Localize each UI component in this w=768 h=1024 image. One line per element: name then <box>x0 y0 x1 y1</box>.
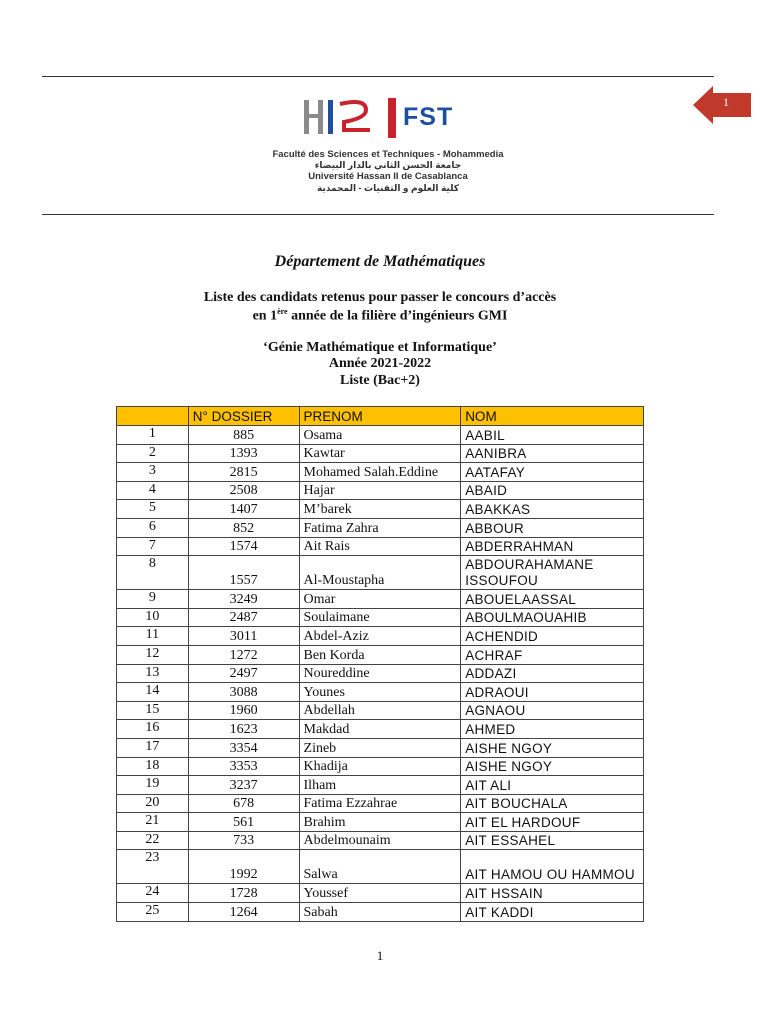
row-index: 15 <box>117 701 189 720</box>
table-row <box>117 481 644 500</box>
last-name: ACHRAF <box>461 645 644 664</box>
dossier-number: 678 <box>188 794 299 813</box>
dossier-number: 3353 <box>188 757 299 776</box>
header-nom: NOM <box>461 407 644 426</box>
last-name: ABBOUR <box>461 518 644 537</box>
last-name: AIT HAMOU OU HAMMOU <box>461 850 644 884</box>
first-name: Ilham <box>299 776 461 795</box>
table-row <box>117 813 644 832</box>
list-title-line1: Liste des candidats retenus pour passer le concours d’accès <box>203 290 557 305</box>
dossier-number: 3011 <box>188 627 299 646</box>
page-marker-arrow-icon[interactable] <box>693 86 751 124</box>
row-index: 2 <box>117 444 189 463</box>
first-name: Ait Rais <box>299 537 461 556</box>
dossier-number: 2815 <box>188 463 299 482</box>
row-index: 21 <box>117 813 189 832</box>
row-index: 12 <box>117 645 189 664</box>
dossier-number: 852 <box>188 518 299 537</box>
dossier-number: 1992 <box>188 850 299 884</box>
dossier-number: 1960 <box>188 701 299 720</box>
last-name: ABOUELAASSAL <box>461 590 644 609</box>
table-row <box>117 463 644 482</box>
last-name: AIT KADDI <box>461 903 644 922</box>
last-name: ABDERRAHMAN <box>461 537 644 556</box>
dossier-number: 2497 <box>188 664 299 683</box>
university-name-fr: Université Hassan II de Casablanca <box>308 171 468 182</box>
row-index: 13 <box>117 664 189 683</box>
row-index: 3 <box>117 463 189 482</box>
last-name: ADDAZI <box>461 664 644 683</box>
last-name: AGNAOU <box>461 701 644 720</box>
first-name: Fatima Zahra <box>299 518 461 537</box>
first-name: Abdel-Aziz <box>299 627 461 646</box>
table-row <box>117 720 644 739</box>
last-name: AIT ESSAHEL <box>461 831 644 850</box>
row-index: 5 <box>117 500 189 519</box>
row-index: 20 <box>117 794 189 813</box>
dossier-number: 3237 <box>188 776 299 795</box>
table-row <box>117 645 644 664</box>
first-name: Al-Moustapha <box>299 556 461 590</box>
last-name: ADRAOUI <box>461 683 644 702</box>
dossier-number: 1728 <box>188 884 299 903</box>
university-name-ar: جامعة الحسن الثاني بالدار البيضاء <box>314 160 462 170</box>
table-row <box>117 776 644 795</box>
candidates-table <box>116 406 644 922</box>
last-name: AANIBRA <box>461 444 644 463</box>
line2-pre: en 1 <box>252 308 278 324</box>
header-bottom-rule <box>42 214 714 215</box>
table-header-row <box>117 407 644 426</box>
first-name: Zineb <box>299 738 461 757</box>
first-name: Kawtar <box>299 444 461 463</box>
line2-post: année de la filière d’ingénieurs GMI <box>287 308 508 324</box>
last-name: AIT ALI <box>461 776 644 795</box>
dossier-number: 1574 <box>188 537 299 556</box>
row-index: 25 <box>117 903 189 922</box>
row-index: 23 <box>117 850 189 884</box>
program-name: ‘Génie Mathématique et Informatique’ <box>263 340 497 355</box>
last-name: ABOULMAOUAHIB <box>461 608 644 627</box>
first-name: Salwa <box>299 850 461 884</box>
first-name: Mohamed Salah.Eddine <box>299 463 461 482</box>
header-prenom: PRENOM <box>299 407 461 426</box>
first-name: Abdellah <box>299 701 461 720</box>
table-row <box>117 590 644 609</box>
table-row <box>117 664 644 683</box>
faculty-name-fr: Faculté des Sciences et Techniques - Mohammedia <box>272 149 504 160</box>
first-name: Omar <box>299 590 461 609</box>
table-row <box>117 556 644 590</box>
brand-abbrev: FST <box>403 103 454 131</box>
last-name: AHMED <box>461 720 644 739</box>
table-row <box>117 627 644 646</box>
dossier-number: 3249 <box>188 590 299 609</box>
dossier-number: 2487 <box>188 608 299 627</box>
row-index: 18 <box>117 757 189 776</box>
table-row <box>117 794 644 813</box>
table-row <box>117 608 644 627</box>
top-rule <box>42 76 714 77</box>
first-name: M’barek <box>299 500 461 519</box>
dossier-number: 1272 <box>188 645 299 664</box>
dossier-number: 1623 <box>188 720 299 739</box>
department-title: Département de Mathématiques <box>274 253 486 270</box>
last-name: ABDOURAHAMANE ISSOUFOU <box>461 556 644 590</box>
last-name: AATAFAY <box>461 463 644 482</box>
table-row <box>117 444 644 463</box>
last-name: ACHENDID <box>461 627 644 646</box>
row-index: 19 <box>117 776 189 795</box>
first-name: Fatima Ezzahrae <box>299 794 461 813</box>
dossier-number: 3354 <box>188 738 299 757</box>
first-name: Osama <box>299 426 461 445</box>
row-index: 17 <box>117 738 189 757</box>
table-row <box>117 701 644 720</box>
page-number: 1 <box>376 948 384 963</box>
row-index: 9 <box>117 590 189 609</box>
table-row <box>117 850 644 884</box>
dossier-number: 885 <box>188 426 299 445</box>
dossier-number: 733 <box>188 831 299 850</box>
dossier-number: 1557 <box>188 556 299 590</box>
page-marker-number: 1 <box>723 95 729 109</box>
table-row <box>117 683 644 702</box>
last-name: AIT HSSAIN <box>461 884 644 903</box>
last-name: AISHE NGOY <box>461 757 644 776</box>
row-index: 16 <box>117 720 189 739</box>
table-row <box>117 738 644 757</box>
last-name: ABAKKAS <box>461 500 644 519</box>
first-name: Soulaimane <box>299 608 461 627</box>
last-name: AISHE NGOY <box>461 738 644 757</box>
academic-year: Année 2021-2022 <box>328 356 432 371</box>
first-name: Brahim <box>299 813 461 832</box>
table-row <box>117 884 644 903</box>
first-name: Younes <box>299 683 461 702</box>
last-name: AABIL <box>461 426 644 445</box>
faculty-name-ar: كلية العلوم و التقنيات - المحمدية <box>316 183 460 193</box>
table-row <box>117 518 644 537</box>
first-name: Noureddine <box>299 664 461 683</box>
table-row <box>117 757 644 776</box>
table-row <box>117 831 644 850</box>
dossier-number: 2508 <box>188 481 299 500</box>
table-row <box>117 500 644 519</box>
first-name: Youssef <box>299 884 461 903</box>
list-type: Liste (Bac+2) <box>340 373 420 388</box>
row-index: 4 <box>117 481 189 500</box>
row-index: 11 <box>117 627 189 646</box>
first-name: Hajar <box>299 481 461 500</box>
dossier-number: 561 <box>188 813 299 832</box>
dossier-number: 1264 <box>188 903 299 922</box>
header-index <box>117 407 189 426</box>
last-name: ABAID <box>461 481 644 500</box>
row-index: 7 <box>117 537 189 556</box>
row-index: 8 <box>117 556 189 590</box>
dossier-number: 3088 <box>188 683 299 702</box>
dossier-number: 1393 <box>188 444 299 463</box>
row-index: 22 <box>117 831 189 850</box>
row-index: 14 <box>117 683 189 702</box>
dossier-number: 1407 <box>188 500 299 519</box>
table-row <box>117 426 644 445</box>
row-index: 10 <box>117 608 189 627</box>
list-title-line2 <box>0 307 760 325</box>
first-name: Sabah <box>299 903 461 922</box>
last-name: AIT EL HARDOUF <box>461 813 644 832</box>
first-name: Makdad <box>299 720 461 739</box>
table-row <box>117 903 644 922</box>
row-index: 6 <box>117 518 189 537</box>
row-index: 24 <box>117 884 189 903</box>
row-index: 1 <box>117 426 189 445</box>
first-name: Khadija <box>299 757 461 776</box>
line2-sup: ère <box>277 307 288 316</box>
first-name: Abdelmounaim <box>299 831 461 850</box>
last-name: AIT BOUCHALA <box>461 794 644 813</box>
header-dossier: N° DOSSIER <box>188 407 299 426</box>
uh2c-logo-icon <box>300 96 400 140</box>
table-row <box>117 537 644 556</box>
first-name: Ben Korda <box>299 645 461 664</box>
